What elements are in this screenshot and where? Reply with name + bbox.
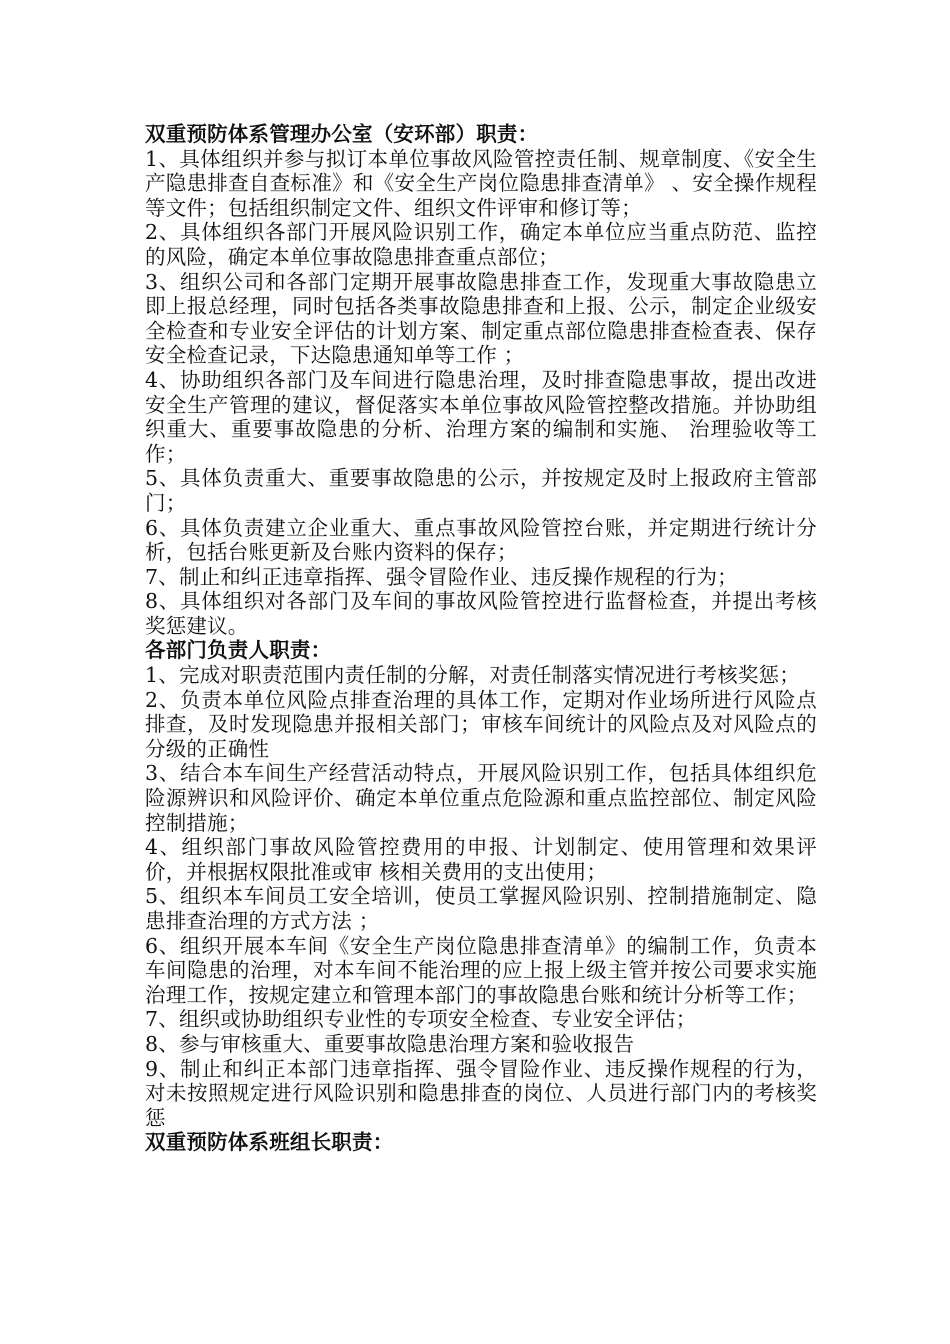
section-heading: 各部门负责人职责： <box>145 638 332 663</box>
document-body <box>145 122 817 1155</box>
duty-item: 8、具体组织对各部门及车间的事故风险管控进行监督检查，并提出考核奖惩建议。 <box>145 589 817 638</box>
duty-item: 6、组织开展本车间《安全生产岗位隐患排查清单》的编制工作，负责本车间隐患的治理，对本车间不能治理的应上报上级主管并按公司要求实施治理工作，按规定建立和管理本部门的事故隐患台账和统计分析等工作； <box>145 933 817 1007</box>
section-office-duties <box>145 122 817 638</box>
duty-item: 4、组织部门事故风险管控费用的申报、计划制定、使用管理和效果评价，并根据权限批准或审 核相关费用的支出使用； <box>145 835 817 884</box>
duty-item: 2、具体组织各部门开展风险识别工作，确定本单位应当重点防范、监控的风险，确定本单位事故隐患排查重点部位； <box>145 220 817 269</box>
duty-item: 4、协助组织各部门及车间进行隐患治理，及时排查隐患事故，提出改进安全生产管理的建议，督促落实本单位事故风险管控整改措施。并协助组织重大、重要事故隐患的分析、治理方案的编制和实施、 治理验收等工作； <box>145 367 817 466</box>
duty-item: 6、具体负责建立企业重大、重点事故风险管控台账，并定期进行统计分析，包括台账更新及台账内资料的保存； <box>145 515 817 565</box>
duty-item: 1、具体组织并参与拟订本单位事故风险管控责任制、规章制度、《安全生产隐患排查自查标准》和《安全生产岗位隐患排查清单》 、安全操作规程等文件；包括组织制定文件、组织文件评审和修订等； <box>145 146 817 220</box>
section-department-head-duties <box>145 638 817 1130</box>
duty-item: 3、组织公司和各部门定期开展事故隐患排查工作，发现重大事故隐患立即上报总经理，同时包括各类事故隐患排查和上报、公示，制定企业级安全检查和专业安全评估的计划方案、制定重点部位隐患排查检查表、保存安全检查记录，下达隐患通知单等工作 ； <box>145 269 817 368</box>
duty-item: 1、完成对职责范围内责任制的分解，对责任制落实情况进行考核奖惩； <box>145 663 800 688</box>
duty-item: 3、结合本车间生产经营活动特点，开展风险识别工作，包括具体组织危险源辨识和风险评价、确定本单位重点危险源和重点监控部位、制定风险控制措施； <box>145 761 817 835</box>
duty-item: 7、制止和纠正违章指挥、强令冒险作业、违反操作规程的行为； <box>145 564 738 589</box>
section-team-leader-duties <box>145 1130 817 1155</box>
duty-item: 8、参与审核重大、重要事故隐患治理方案和验收报告 <box>145 1031 635 1056</box>
duty-item: 5、具体负责重大、重要事故隐患的公示，并按规定及时上报政府主管部门； <box>145 466 817 515</box>
duty-item: 7、组织或协助组织专业性的专项安全检查、专业安全评估； <box>145 1007 697 1032</box>
duty-item: 5、组织本车间员工安全培训，使员工掌握风险识别、控制措施制定、隐患排查治理的方式方法 ； <box>145 884 817 933</box>
duty-item: 9、制止和纠正本部门违章指挥、强令冒险作业、违反操作规程的行为，对未按照规定进行风险识别和隐患排查的岗位、人员进行部门内的考核奖惩 <box>145 1056 817 1130</box>
section-heading: 双重预防体系管理办公室（安环部）职责： <box>145 122 539 146</box>
duty-item: 2、负责本单位风险点排查治理的具体工作，定期对作业场所进行风险点排查，及时发现隐患并报相关部门；审核车间统计的风险点及对风险点的分级的正确性 <box>145 687 817 761</box>
section-heading: 双重预防体系班组长职责： <box>145 1130 394 1155</box>
